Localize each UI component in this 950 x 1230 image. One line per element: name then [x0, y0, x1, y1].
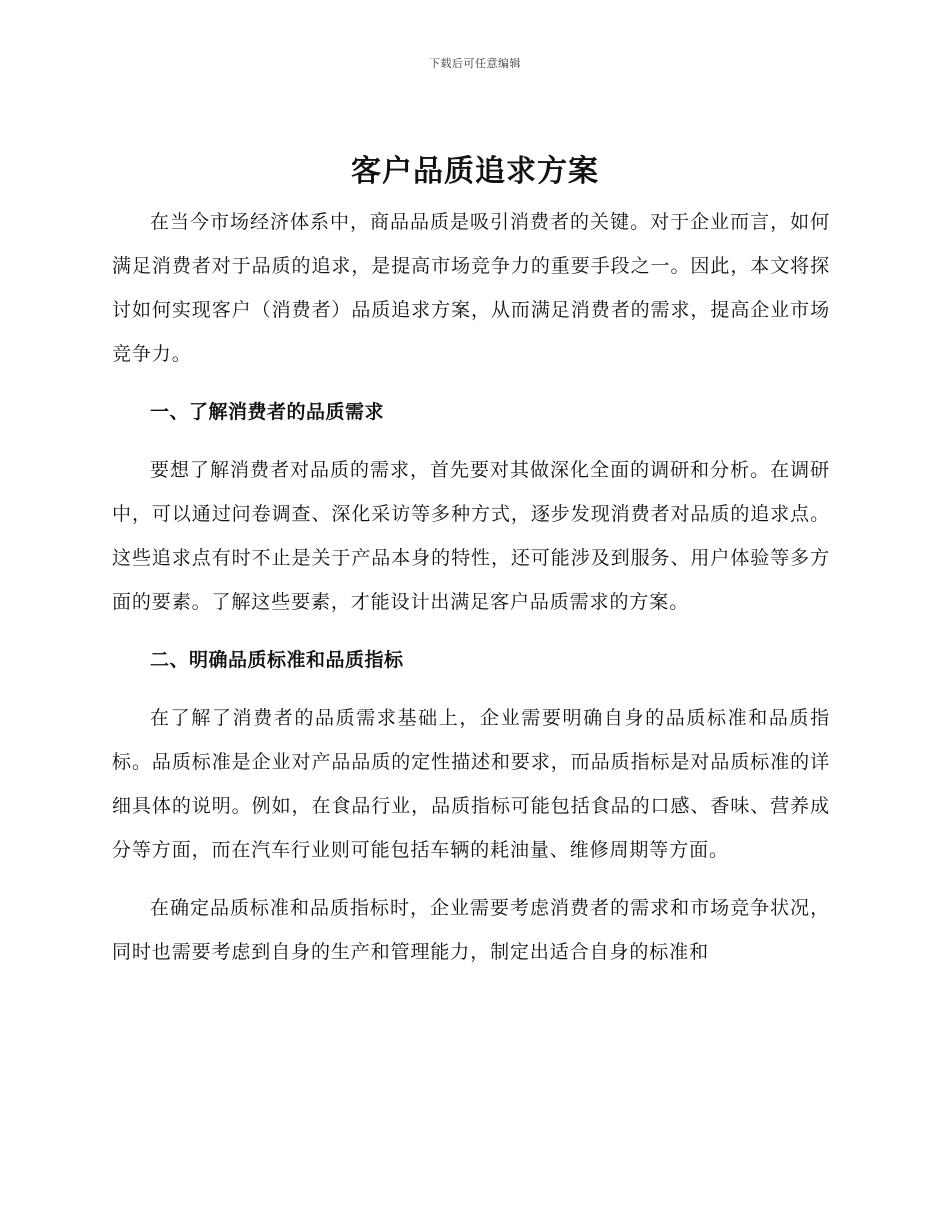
document-body	[112, 200, 830, 974]
page-header: 下载后可任意编辑	[429, 57, 521, 70]
section-heading-2: 二、明确品质标准和品质指标	[150, 649, 404, 671]
section-2-paragraph-1: 在了解了消费者的品质需求基础上，企业需要明确自身的品质标准和品质指标。品质标准是企业对产品品质的定性描述和要求，而品质指标是对品质标准的详细具体的说明。例如，在食品行业，品质指标可能包括食品的口感、香味、营养成分等方面，而在汽车行业则可能包括车辆的耗油量、维修周期等方面。	[112, 707, 830, 861]
section-2-paragraph-2: 在确定品质标准和品质指标时，企业需要考虑消费者的需求和市场竞争状况，同时也需要考虑到自身的生产和管理能力，制定出适合自身的标准和	[112, 897, 830, 963]
section-1-paragraph-1: 要想了解消费者对品质的需求，首先要对其做深化全面的调研和分析。在调研中，可以通过问卷调查、深化采访等多种方式，逐步发现消费者对品质的追求点。这些追求点有时不止是关于产品本身的特性，还可能涉及到服务、用户体验等多方面的要素。了解这些要素，才能设计出满足客户品质需求的方案。	[112, 459, 830, 613]
document-title: 客户品质追求方案	[351, 154, 599, 189]
section-heading-1: 一、了解消费者的品质需求	[150, 401, 385, 423]
intro-paragraph: 在当今市场经济体系中，商品品质是吸引消费者的关键。对于企业而言，如何满足消费者对于品质的追求，是提高市场竞争力的重要手段之一。因此，本文将探讨如何实现客户（消费者）品质追求方案，从而满足消费者的需求，提高企业市场竞争力。	[112, 211, 830, 365]
